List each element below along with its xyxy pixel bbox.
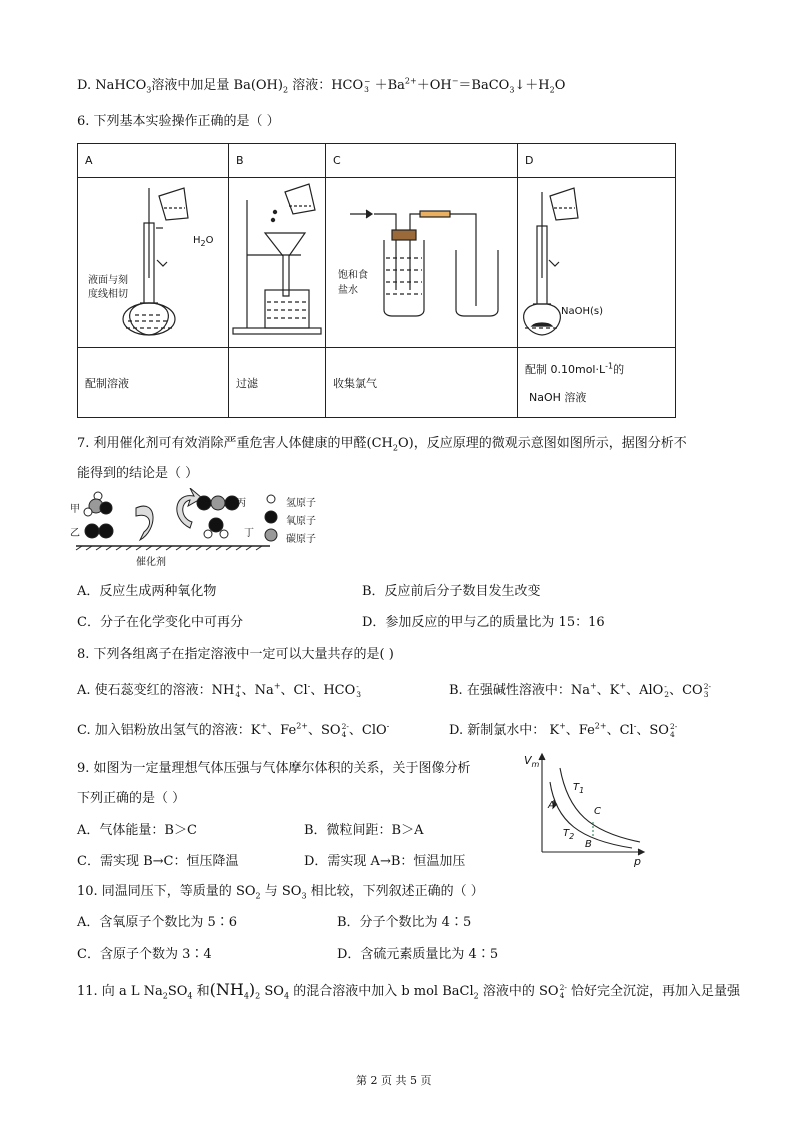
q9-option-d: D．需实现 A→B：恒温加压: [304, 854, 466, 869]
q9-option-a: A．气体能量：B＞C: [77, 823, 197, 838]
q9-x-axis-label: p: [634, 855, 641, 868]
page-footer: 第 2 页 共 5 页: [356, 1074, 432, 1087]
q7-option-a: A．反应生成两种氧化物: [77, 584, 217, 599]
q7-stem-2: 能得到的结论是（ ）: [77, 466, 199, 481]
q6-collect-c-drawing: [326, 178, 516, 348]
q6-c-note-2: 盐水: [338, 285, 358, 296]
q8-option-c: C. 加入铝粉放出氢气的溶液：K+、$Fe^{2+}$、SO 2- 4 、ClO-: [77, 721, 390, 739]
q6-a-note-1: 液面与刻: [88, 275, 128, 286]
q7-stem-1: 7. 利用催化剂可有效消除严重危害人体健康的甲醛$(CH_2O)$，反应原理的微观示意图如图所示，据图分析不: [77, 436, 687, 453]
q10-option-d: D．含硫元素质量比为 4∶5: [337, 947, 499, 962]
q9-option-c: C．需实现 B→C：恒压降温: [77, 854, 239, 869]
q6-flask-d-drawing: [520, 178, 670, 348]
q7-label-bing: 丙: [236, 498, 246, 509]
q7-legend-hydrogen: 氢原子: [286, 498, 316, 509]
q9-stem-2: 下列正确的是（ ）: [77, 791, 186, 806]
q7-label-catalyst: 催化剂: [136, 557, 166, 568]
q6-header-d: D: [518, 144, 676, 178]
q7-figure: [70, 488, 370, 570]
q6-header-b: B: [229, 144, 326, 178]
q6-caption-b: 过滤: [229, 348, 326, 418]
q6-caption-a: 配制溶液: [78, 348, 229, 418]
q8-option-a: A. 使石蕊变红的溶液：NH + 4 、Na+、Cl-、HCO - 3: [77, 681, 362, 699]
q9-t1-label: $T_1$: [573, 782, 585, 795]
q6-header-a: A: [78, 144, 229, 178]
q6-filter-b-drawing: [225, 178, 323, 348]
q9-t2-label: $T_2$: [563, 828, 575, 841]
q10-option-c: C．含原子个数为 3∶4: [77, 947, 212, 962]
q9-stem-1: 9. 如图为一定量理想气体压强与气体摩尔体积的关系，关于图像分析: [77, 761, 471, 776]
q7-option-d: D．参加反应的甲与乙的质量比为 15：16: [362, 615, 605, 630]
q6-stem: 6. 下列基本实验操作正确的是（ ）: [77, 114, 280, 129]
q7-legend-carbon: 碳原子: [286, 534, 316, 545]
q10-stem: 10. 同温同压下，等质量的 $SO_2$ 与 $SO_3$ 相比较，下列叙述正确的（ ）: [77, 884, 484, 901]
q6-a-h2o-label: $H_2O$: [193, 235, 214, 248]
q8-option-b: B. 在强碱性溶液中：Na+、K+、AlO - 2 、CO 2- 3: [449, 681, 711, 699]
q9-option-b: B．微粒间距：B＞A: [304, 823, 424, 838]
q8-option-d: D. 新制氯水中： K+、$Fe^{2+}$、Cl-、SO 2- 4: [449, 721, 678, 739]
q9-y-axis-label: $V_m$: [524, 754, 540, 770]
q10-option-a: A．含氧原子个数比为 5∶6: [77, 915, 238, 930]
q7-legend-oxygen: 氧原子: [286, 516, 316, 527]
q9-point-c: C: [594, 806, 601, 817]
q6-d-naoh-label: NaOH(s): [561, 306, 604, 317]
q7-label-yi: 乙: [70, 528, 80, 539]
q6-flask-a-drawing: [78, 178, 223, 348]
q9-graph: [520, 752, 650, 870]
q6-caption-d: 配制 $0.10mol\cdot L^{-1}$的 NaOH 溶液: [518, 348, 676, 418]
q6-c-note-1: 饱和食: [338, 270, 368, 281]
q5-option-d: D. NaHCO$_3$溶液中加足量 $Ba(OH)_2$ 溶液：HCO − 3 $+Ba^{2+}+OH^-=BaCO_3↓+H_2O$: [77, 76, 566, 95]
q7-option-b: B．反应前后分子数目发生改变: [362, 584, 541, 599]
q9-point-b: B: [585, 839, 592, 850]
q11-stem: 11. 向 a L $Na_2SO_4$ 和$(NH_4)_2$ $SO_4$ 的混合溶液中加入 b mol BaCl$_2$ 溶液中的 SO 2- 4 恰好完全沉淀，再加入足量强: [77, 980, 741, 1001]
q7-label-jia: 甲: [70, 504, 80, 515]
q6-caption-c: 收集氯气: [326, 348, 518, 418]
q7-option-c: C．分子在化学变化中可再分: [77, 615, 243, 630]
q9-point-a: A: [548, 800, 555, 811]
q6-a-note-2: 度线相切: [88, 289, 128, 300]
q7-label-ding: 丁: [244, 528, 254, 539]
q6-header-c: C: [326, 144, 518, 178]
q10-option-b: B．分子个数比为 4∶5: [337, 915, 472, 930]
q8-stem: 8. 下列各组离子在指定溶液中一定可以大量共存的是( ): [77, 647, 394, 662]
